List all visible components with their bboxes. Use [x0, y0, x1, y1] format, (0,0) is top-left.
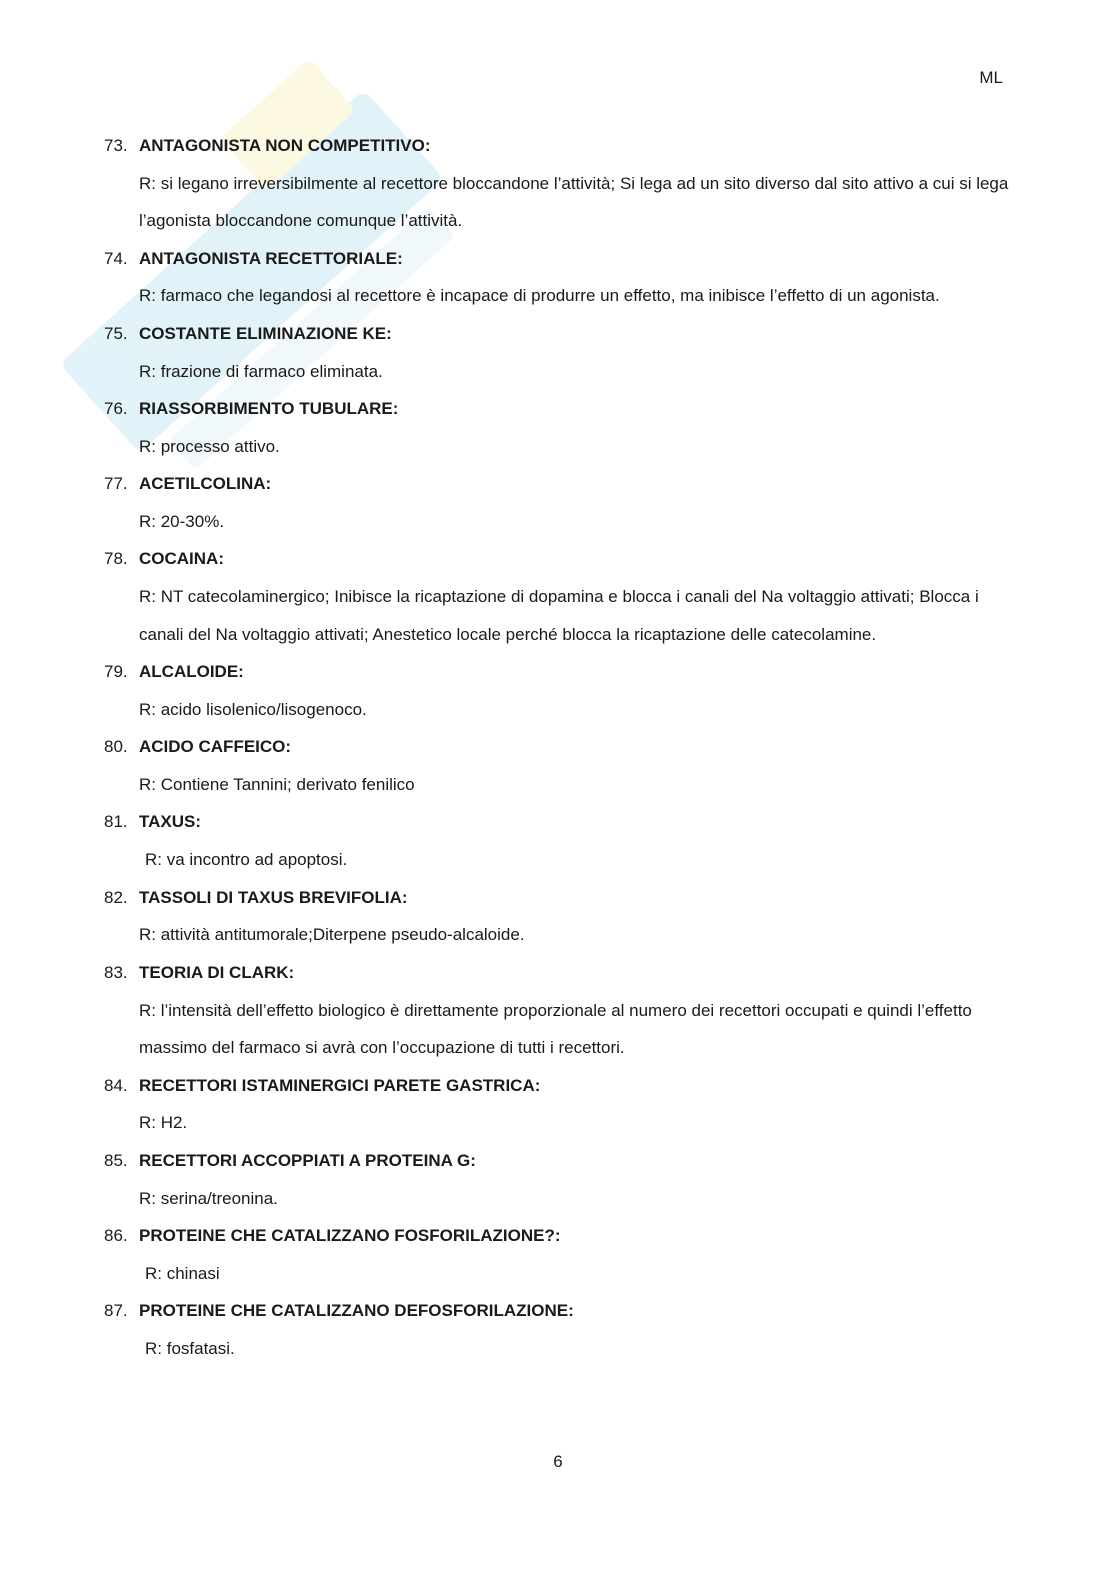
item-question: ANTAGONISTA RECETTORIALE:: [139, 248, 403, 268]
item-question: TASSOLI DI TAXUS BREVIFOLIA:: [139, 887, 408, 907]
list-item: [104, 1142, 1009, 1217]
item-question: ACIDO CAFFEICO:: [139, 737, 292, 757]
list-item: [104, 390, 1009, 465]
list-item: [104, 240, 1009, 315]
item-answer: R: serina/treonina.: [139, 1188, 278, 1208]
item-question: COCAINA:: [139, 549, 224, 569]
list-item: [104, 127, 1009, 240]
list-item: [104, 315, 1009, 390]
item-question: PROTEINE CHE CATALIZZANO DEFOSFORILAZIONE:: [139, 1301, 574, 1321]
item-number: 75.: [104, 323, 128, 343]
item-question: ALCALOIDE:: [139, 662, 244, 682]
item-number: 85.: [104, 1150, 128, 1170]
item-number: 84.: [104, 1075, 128, 1095]
item-question: ACETILCOLINA:: [139, 474, 272, 494]
item-number: 73.: [104, 135, 128, 155]
item-number: 76.: [104, 398, 128, 418]
item-answer: R: farmaco che legandosi al recettore è incapace di produrre un effetto, ma inibisce l’effetto di un agonista.: [139, 286, 940, 306]
item-number: 86.: [104, 1226, 128, 1246]
item-question: RECETTORI ACCOPPIATI A PROTEINA G:: [139, 1150, 476, 1170]
item-number: 81.: [104, 812, 128, 832]
list-item: [104, 1292, 1009, 1367]
item-question: TEORIA DI CLARK:: [139, 962, 295, 982]
item-number: 77.: [104, 474, 128, 494]
list-item: [104, 879, 1009, 954]
item-number: 79.: [104, 662, 128, 682]
item-number: 82.: [104, 887, 128, 907]
item-number: 74.: [104, 248, 128, 268]
header-initials: ML: [979, 68, 1003, 87]
page-number: 6: [553, 1452, 563, 1471]
item-answer: R: frazione di farmaco eliminata.: [139, 361, 383, 381]
item-answer: R: l’intensità dell’effetto biologico è direttamente proporzionale al numero dei recettori occupati e quindi l’effetto massimo del farmaco si avrà con l’occupazione di tutti i recettori.: [139, 1000, 972, 1058]
item-question: TAXUS:: [139, 812, 202, 832]
item-answer: R: va incontro ad apoptosi.: [145, 850, 348, 870]
qa-list: [104, 127, 1009, 1368]
item-number: 78.: [104, 549, 128, 569]
item-number: 87.: [104, 1301, 128, 1321]
item-number: 80.: [104, 737, 128, 757]
list-item: [104, 804, 1009, 879]
item-answer: R: si legano irreversibilmente al recettore bloccandone l’attività; Si lega ad un sito diverso dal sito attivo a cui si lega l’agonista bloccandone comunque l’attività.: [139, 173, 1009, 231]
item-answer: R: 20-30%.: [139, 511, 225, 531]
list-item: [104, 541, 1009, 654]
item-answer: R: Contiene Tannini; derivato fenilico: [139, 775, 415, 795]
item-question: COSTANTE ELIMINAZIONE KE:: [139, 323, 392, 343]
item-answer: R: chinasi: [145, 1263, 220, 1283]
item-answer: R: H2.: [139, 1113, 188, 1133]
list-item: [104, 1217, 1009, 1292]
item-answer: R: NT catecolaminergico; Inibisce la ricaptazione di dopamina e blocca i canali del Na voltaggio attivati; Blocca i canali del Na voltaggio attivati; Anestetico locale perché blocca la ricaptazione delle catecolamine.: [139, 587, 979, 644]
list-item: [104, 729, 1009, 804]
item-answer: R: fosfatasi.: [145, 1339, 235, 1358]
list-item: [104, 954, 1009, 1067]
item-question: ANTAGONISTA NON COMPETITIVO:: [139, 135, 431, 155]
list-item: [104, 653, 1009, 728]
item-question: PROTEINE CHE CATALIZZANO FOSFORILAZIONE?:: [139, 1226, 561, 1246]
item-question: RIASSORBIMENTO TUBULARE:: [139, 398, 399, 418]
item-answer: R: processo attivo.: [139, 436, 280, 456]
list-item: [104, 465, 1009, 540]
item-number: 83.: [104, 962, 128, 982]
item-question: RECETTORI ISTAMINERGICI PARETE GASTRICA:: [139, 1075, 541, 1095]
item-answer: R: attività antitumorale;Diterpene pseudo-alcaloide.: [139, 925, 525, 945]
list-item: [104, 1067, 1009, 1142]
item-answer: R: acido lisolenico/lisogenoco.: [139, 699, 367, 719]
